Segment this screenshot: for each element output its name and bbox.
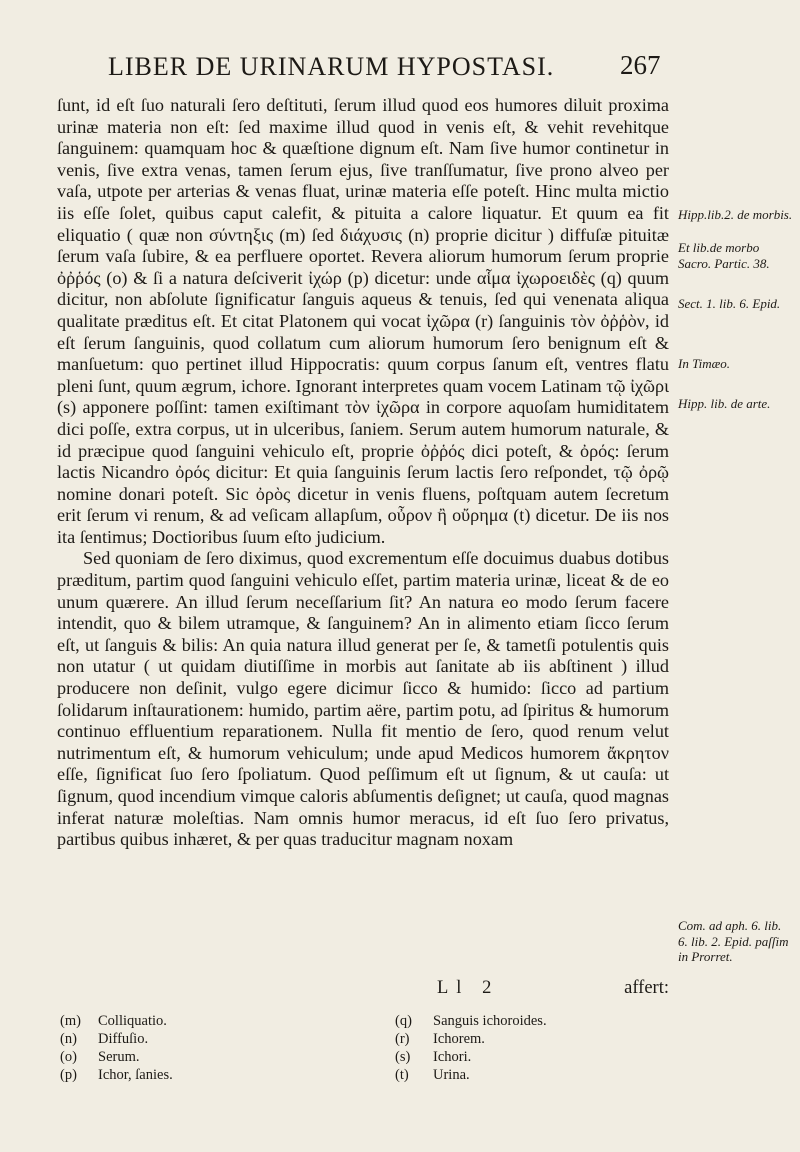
footnote-text: Ichorem. bbox=[433, 1031, 485, 1047]
catchline bbox=[57, 978, 669, 1000]
footnote bbox=[60, 1048, 320, 1066]
footnote bbox=[60, 1012, 320, 1030]
margin-note: Com. ad aph. 6. lib. 6. lib. 2. Epid. paſſim in Prorret. bbox=[678, 918, 789, 964]
footnote-text: Urina. bbox=[433, 1067, 470, 1083]
footnote-mark: (r) bbox=[395, 1031, 410, 1047]
footnote-text: Ichori. bbox=[433, 1049, 472, 1065]
margin-note: Et lib.de morbo Sacro. Partic. 38. bbox=[678, 240, 770, 271]
footnote bbox=[395, 1048, 655, 1066]
footnote-text: Sanguis ichoroides. bbox=[433, 1013, 547, 1029]
footnote-mark: (p) bbox=[60, 1067, 77, 1083]
margin-note: Sect. 1. lib. 6. Epid. bbox=[678, 296, 781, 311]
footnote bbox=[395, 1066, 655, 1084]
footnote-mark: (n) bbox=[60, 1031, 77, 1047]
catchword: affert: bbox=[624, 978, 669, 998]
footnote-text: Serum. bbox=[98, 1049, 140, 1065]
footnote-mark: (s) bbox=[395, 1049, 411, 1065]
footnote-column-right bbox=[395, 1012, 655, 1084]
main-text bbox=[57, 95, 669, 851]
footnote-mark: (m) bbox=[60, 1013, 81, 1029]
footnote-text: Diffuſio. bbox=[98, 1031, 149, 1047]
footnote-text: Colliquatio. bbox=[98, 1013, 167, 1029]
page-number: 267 bbox=[620, 50, 661, 80]
footnote bbox=[395, 1030, 655, 1048]
footnote bbox=[395, 1012, 655, 1030]
running-title: LIBER DE URINARUM HYPOSTASI. bbox=[108, 52, 555, 81]
margin-note: Hipp.lib.2. de morbis. bbox=[678, 207, 793, 222]
paragraph-1: ſunt, id eſt ſuo naturali ſero deſtituti, ſerum illud quod eos humores diluit proxima urinæ materia non eſt: ſed maxime illud quod in venis eſt, & vehit revehitque ſanguinem: quamquam hoc & quæſtione dignum eſt. Nam ſive humor continetur in venis, ſive extra venas, tamen ſerum ejus, ſive tranſſumatur, ſive prono alveo per vaſa, utpote per arterias & venas fluat, urinæ materia eſſe poteſt. Hinc multa mictio iis eſſe ſolet, quibus caput calefit, & pituita a calore liquatur. Et quum ea fit eliquatio ( quæ non σύντηξις (m) ſed διάχυσις (n) proprie dicitur ) diffuſæ pituitæ ſerum vaſa ſubire, & ea perfluere oportet. Revera aliorum humorum ſerum proprie ὀῤῥός (o) & ſi a natura deſciverit ἰχώρ (p) dicetur: unde αἷμα ἰχωροειδὲς (q) quum dicitur, non abſolute ſignificatur ſanguis aqueus & tenuis, ſed qui venenata aliqua qualitate præditus eſt. Et citat Platonem qui vocat ἰχῶρα (r) ſanguinis τὸν ὀῤῥὸν, id eſt ſerum ſanguinis, quod collatum cum aliorum humorum ſero benignum eſt & manſuetum: quo pertinet illud Hippocratis: quum corpus ſanum eſt, ventres flatu pleni ſunt, quum ægrum, ichore. Ignorant interpretes quam vocem Latinam τῷ ἰχῶρι (s) apponere poſſint: tamen exiſtimant τὸν ἰχῶρα in corpore aquoſam humiditatem dici poſſe, extra corpus, ut in ulceribus, ſaniem. Serum autem humorum naturale, & id præcipue quod ſanguini vehiculo eſt, proprie ὀῤῥός dici poteſt, & ὀρός: ſerum lactis Nicandro ὀρός dicitur: Et quia ſanguinis ſerum lactis ſero reſpondet, τῷ ὀρῷ nomine donari poteſt. Sic ὀρὸς dicetur in venis fluens, poſtquam autem ſecretum erit ſerum vi renum, & ad veſicam allapſum, οὖρον ἢ οὔρημα (t) dicetur. De iis nos ita ſentimus; Doctioribus ſuum eſto judicium. bbox=[57, 95, 669, 547]
footnote bbox=[60, 1066, 320, 1084]
footnote-mark: (o) bbox=[60, 1049, 77, 1065]
margin-note: In Timæo. bbox=[678, 356, 731, 371]
footnote-column-left bbox=[60, 1012, 320, 1084]
margin-note: Hipp. lib. de arte. bbox=[678, 396, 771, 411]
signature-mark: Ll 2 bbox=[437, 978, 500, 998]
footnote-text: Ichor, ſanies. bbox=[98, 1067, 173, 1083]
footnote-mark: (q) bbox=[395, 1013, 412, 1029]
footnote-mark: (t) bbox=[395, 1067, 409, 1083]
footnote bbox=[60, 1030, 320, 1048]
paragraph-2: Sed quoniam de ſero diximus, quod excrementum eſſe docuimus duabus dotibus præditum, partim quod ſanguini vehiculo eſſet, partim materia urinæ, liceat & de eo unum quærere. An illud ſerum neceſſarium ſit? An natura eo modo ſerum facere intendit, quo & bilem utramque, & ſanguinem? An in alimento etiam ſicco ſerum eſt, ut ſanguis & bilis: An quia natura illud generat per ſe, & tametſi potulentis quis non utatur ( ut quidam diutiſſime in morbis aut ſanitate ab iis abſtinent ) illud producere non deſinit, vulgo egere dicimur ſicco & humido: ſicco ad partium ſolidarum inſtaurationem: humido, partim aëre, partim potu, ad ſpiritus & humorum continuo effluentium reparationem. Nulla fit mentio de ſero, quod renum velut nutrimentum eſt, & humorum vehiculum; unde apud Medicos humorem ἄκρητον eſſe, ſignificat ſuo ſero ſpoliatum. Quod peſſimum eſt ut ſignum, & ut cauſa: ut ſignum, quod incendium vimque caloris abſumentis deſignet; ut cauſa, quod magnas inferat naturæ moleſtias. Nam omnis humor meracus, id eſt ſuo ſero privatus, partibus quibus inhæret, & per quas traducitur magnam noxam bbox=[57, 548, 669, 850]
